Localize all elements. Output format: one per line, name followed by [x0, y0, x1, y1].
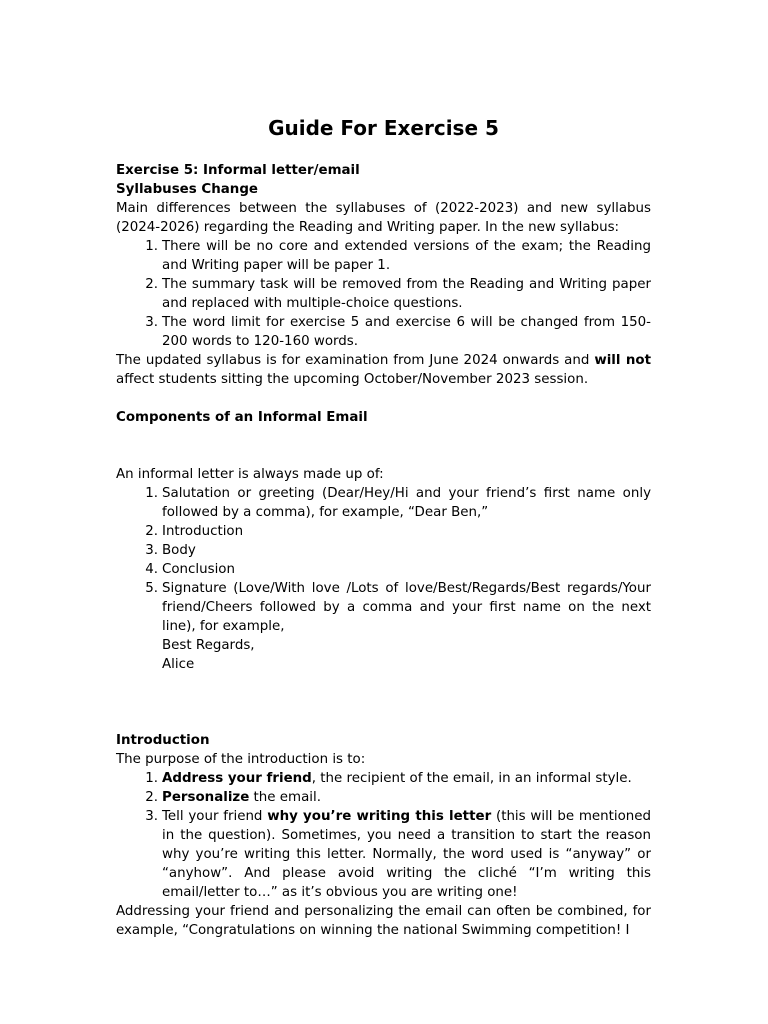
signature-example-line: Best Regards, [162, 638, 255, 653]
list-item-emphasis: Personalize [162, 790, 250, 805]
exercise-heading: Exercise 5: Informal letter/email [116, 163, 360, 178]
list-number: 5. [145, 581, 158, 596]
list-item [116, 237, 651, 275]
list-item-text: Body [162, 543, 196, 558]
document-content [116, 116, 651, 940]
closing-paragraph: Addressing your friend and personalizing the email can often be combined, for example, “Congratulations on winning the national Swimming competition! I [116, 904, 651, 938]
list-item-emphasis: Address your friend [162, 771, 312, 786]
syllabus-list [116, 237, 651, 351]
list-number: 3. [145, 809, 158, 824]
list-item-text: Introduction [162, 524, 244, 539]
list-item-emphasis: why you’re writing this letter [267, 809, 492, 824]
list-number: 2. [145, 524, 158, 539]
note-text: The updated syllabus is for examination from June 2024 onwards and [116, 353, 595, 368]
list-item-text: There will be no core and extended versions of the exam; the Reading and Writing paper will be paper 1. [162, 239, 651, 273]
list-item-text: Salutation or greeting (Dear/Hey/Hi and your friend’s first name only followed by a comma), for example, “Dear Ben,” [162, 486, 651, 520]
list-item [116, 807, 651, 902]
list-number: 2. [145, 790, 158, 805]
list-item [116, 313, 651, 351]
page-title: Guide For Exercise 5 [268, 116, 499, 140]
list-item [116, 788, 651, 807]
list-item-text: Signature (Love/With love /Lots of love/Best/Regards/Best regards/Your friend/Cheers followed by a comma and your first name on the next line), for example, [162, 581, 651, 634]
components-heading: Components of an Informal Email [116, 410, 368, 425]
updated-syllabus-note [116, 351, 651, 389]
list-number: 3. [145, 315, 158, 330]
list-number: 4. [145, 562, 158, 577]
list-item-text: , the recipient of the email, in an informal style. [311, 771, 632, 786]
note-emphasis: will not [594, 353, 651, 368]
components-list [116, 484, 651, 674]
list-number: 1. [145, 771, 158, 786]
list-number: 1. [145, 239, 158, 254]
list-number: 2. [145, 277, 158, 292]
list-item [116, 560, 651, 579]
syllabus-heading: Syllabuses Change [116, 182, 258, 197]
introduction-purpose: The purpose of the introduction is to: [116, 752, 366, 767]
list-number: 3. [145, 543, 158, 558]
syllabus-intro: Main differences between the syllabuses of (2022-2023) and new syllabus (2024-2026) regarding the Reading and Writing paper. In the new syllabus: [116, 201, 651, 235]
list-item-text: The summary task will be removed from the Reading and Writing paper and replaced with multiple-choice questions. [162, 277, 651, 311]
list-item-text: Tell your friend [162, 809, 268, 824]
list-number: 1. [145, 486, 158, 501]
list-item-text: the email. [249, 790, 321, 805]
list-item [116, 769, 651, 788]
list-item [116, 484, 651, 522]
list-item-text: Conclusion [162, 562, 235, 577]
list-item [116, 579, 651, 674]
list-item [116, 275, 651, 313]
introduction-list [116, 769, 651, 902]
signature-example-name: Alice [162, 657, 195, 672]
list-item-text: The word limit for exercise 5 and exercise 6 will be changed from 150-200 words to 120-160 words. [162, 315, 651, 349]
list-item [116, 541, 651, 560]
note-text: affect students sitting the upcoming October/November 2023 session. [116, 372, 589, 387]
components-intro: An informal letter is always made up of: [116, 467, 384, 482]
introduction-heading: Introduction [116, 733, 210, 748]
list-item-text: (this will be mentioned in the question). Sometimes, you need a transition to start the reason why you’re writing this letter. Normally, the word used is “anyway” or “anyhow”. And please avoid writing the cliché “I’m writing this email/letter to…” as it’s obvious you are writing one! [162, 809, 651, 900]
list-item [116, 522, 651, 541]
